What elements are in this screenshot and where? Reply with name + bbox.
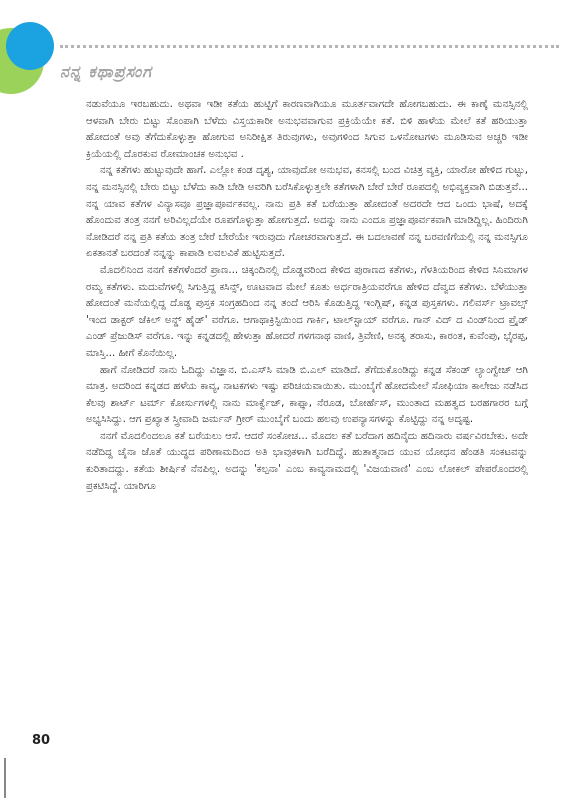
page-number: 80	[32, 733, 51, 748]
paragraph: ನಡುವೆಯೂ ಇರಬಹುದು. ಅಥವಾ ಇಡೀ ಕತೆಯ ಹುಟ್ಟಿಗೆ ಕಾರಣವಾಗಿಯೂ ಮೂರ್ತವಾಗದೇ ಹೋಗಬಹುದು. ಈ ಕಾಣ್ಕೆ ಮನಸ್ಸಿನಲ್ಲಿ ಆಳವಾಗಿ ಬೇರು ಬಿಟ್ಟು ಸೊಂಪಾಗಿ ಬೆಳೆದು ವಿಸ್ತಯಕಾರೀ ಅನುಭವವಾಗುವ ಪ್ರಕ್ರಿಯೆಯೇ ಕತೆ. ಬಿಳಿ ಹಾಳೆಯ ಮೇಲೆ ಕತೆ ಹರಿಯುತ್ತಾ ಹೋದಂತೆ ಅವು ತೆಗೆದುಕೊಳ್ಳುತ್ತಾ ಹೋಗುವ ಅನಿರೀಕ್ಷಿತ ತಿರುವುಗಳು, ಅವುಗಳಿಂದ ಸಿಗುವ ಒಳನೋಟಗಳು ಮೂಡಿಸುವ ಅಚ್ಚರಿ ಇಡೀ ಕ್ರಿಯೆಯಲ್ಲಿ ದೊರಕುವ ರೋಮಾಂಚಕ ಅನುಭವ .	[86, 99, 528, 160]
margin-mark	[4, 758, 6, 798]
section-title: ನನ್ನ ಕಥಾಪ್ರಸಂಗ	[60, 62, 152, 81]
blue-circle-decoration	[6, 22, 54, 70]
body-text	[86, 97, 528, 727]
paragraph: ಮೊದಲಿನಿಂದ ನನಗೆ ಕತೆಗಳೆಂದರೆ ಪ್ರಾಣ... ಚಿಕ್ಕಂದಿನಲ್ಲಿ ದೊಡ್ಡವರಿಂದ ಕೇಳಿದ ಪುರಾಣದ ಕತೆಗಳು, ಗೆಳತಿಯರಿಂದ ಕೇಳಿದ ಸಿನಿಮಾಗಳ ರಮ್ಯ ಕತೆಗಳು. ಮದುವೆಗಳಲ್ಲಿ ಸಿಗುತ್ತಿದ್ದ ಕಸಿನ್ಸ್, ಊಟವಾದ ಮೇಲೆ ಕೂತು ಅರ್ಧರಾತ್ರಿಯವರೆಗೂ ಹೇಳಿದ ದೆವ್ವದ ಕತೆಗಳು. ಬೆಳೆಯುತ್ತಾ ಹೋದಂತೆ ಮನೆಯಲ್ಲಿದ್ದ ದೊಡ್ಡ ಪುಸ್ತಕ ಸಂಗ್ರಹದಿಂದ ನನ್ನ ತಂದೆ ಆರಿಸಿ ಕೊಡುತ್ತಿದ್ದ ಇಂಗ್ಲಿಷ್, ಕನ್ನಡ ಪುಸ್ತಕಗಳು. ಗಲಿವರ್ಸ್ ಟ್ರಾವಲ್ಸ್ 'ಇಂದ ಡಾಕ್ಟರ್ ಜೆಕಿಲ್ ಅನ್ಡ್ ಹೈಡ್' ವರೆಗೂ. ಆಗಾಥಾಕ್ರಿಸ್ಟಿಯಿಂದ ಗಾರ್ಕಿ, ಟಾಲ್‌ಸ್ಟಾಯ್ ವರೆಗೂ. ಗಾನ್ ವಿದ್ ದ ವಿಂಡ್‌ನಿಂದ ಪ್ರೈಡ್ ಎಂಡ್ ಪ್ರೆಜುಡಿಸ್ ವರೆಗೂ. ಇನ್ನು ಕನ್ನಡದಲ್ಲಿ ಹೇಳುತ್ತಾ ಹೋದರೆ ಗಳಗನಾಥ ವಾಣಿ, ತ್ರಿವೇಣಿ, ಅನಕೃ ತರಾಸು, ಕಾರಂತ, ಕುವೆಂಪು, ಭೈರಪ್ಪ, ಮಾಸ್ತಿ... ಹೀಗೆ ಕೊನೆಯಿಲ್ಲ.	[86, 264, 528, 359]
paragraph: ಹಾಗೆ ನೋಡಿದರೆ ನಾನು ಓದಿದ್ದು ವಿಜ್ಞಾನ. ಬಿ.ಎಸ್‌ಸಿ ಮಾಡಿ ಬಿ.ಎಲ್ ಮಾಡಿದೆ. ತೆಗೆದುಕೊಂಡಿದ್ದು ಕನ್ನಡ ಸೆಕಂಡ್ ಲ್ಯಾಂಗ್ವೇಜ್ ಆಗಿ ಮಾತ್ರ. ಅದರಿಂದ ಕನ್ನಡದ ಹಳೆಯ ಕಾವ್ಯ, ನಾಟಕಗಳು ಇಷ್ಟು ಪರಿಚಯವಾಯಿತು. ಮುಂಬೈಗೆ ಹೋದಮೇಲೆ ಸೋಫಿಯಾ ಕಾಲೇಜು ನಡೆಸಿದ ಕೆಲವು ಶಾರ್ಟ್ ಟರ್ಮ್ ಕೋರ್ಸುಗಳಲ್ಲಿ ನಾನು ಮಾರ್ಕ್ವೆಜ್, ಕಾಫ್ಕಾ, ನೆರೂಡ, ಬೋರ್ಹೆಸ್, ಮುಂತಾದ ಮಹತ್ವದ ಬರಹಗಾರರ ಬಗ್ಗೆ ಅಭ್ಯಸಿಸಿದ್ದು. ಆಗ ಪ್ರಖ್ಯಾತ ಸ್ತ್ರೀವಾದಿ ಜರ್ಮನ್ ಗ್ರೀರ್ ಮುಂಬೈಗೆ ಬಂದು ಹಲವು ಉಪನ್ಯಾಸಗಳನ್ನು ಕೊಟ್ಟಿದ್ದು ನನ್ನ ಅದೃಷ್ಟ.	[86, 364, 528, 426]
paragraph: ನನಗೆ ಮೊದಲಿಂದಲೂ ಕತೆ ಬರೆಯಲು ಆಸೆ. ಆದರೆ ಸಂಕೋಚ... ಮೊದಲ ಕತೆ ಬರೆದಾಗ ಹದಿನೈದು ಹದಿನಾರು ವರ್ಷವಿರಬೇಕು. ಅದೇ ನಡೆದಿದ್ದ ಚೈನಾ ಜೊತೆ ಯುದ್ಧದ ಪರಿಣಾಮದಿಂದ ಅತಿ ಭಾವುಕಳಾಗಿ ಬರೆದಿದ್ದೆ. ಹುತಾತ್ಮನಾದ ಯುವ ಯೋಧನ ಹೆಂಡತಿ ಸಂಕಟವನ್ನು ಕುರಿತಾದದ್ದು. ಕತೆಯ ಶೀರ್ಷಿಕೆ ನೆನಪಿಲ್ಲ. ಅದನ್ನು 'ಕಲ್ಪನಾ' ಎಂಬ ಕಾವ್ಯನಾಮದಲ್ಲಿ 'ವಿಜಯವಾಣಿ' ಎಂಬ ಲೋಕಲ್ ಪೇಪರೊಂದರಲ್ಲಿ ಪ್ರಕಟಿಸಿದ್ದೆ. ಯಾರಿಗೂ	[86, 430, 528, 492]
paragraph: ನನ್ನ ಕತೆಗಳು ಹುಟ್ಟುವುದೇ ಹಾಗೆ. ಎಲ್ಲೋ ಕಂಡ ದೃಶ್ಯ, ಯಾವುದೋ ಅನುಭವ, ಕನಸಲ್ಲಿ ಬಂದ ವಿಚಿತ್ರ ವ್ಯಕ್ತಿ, ಯಾರೋ ಹೇಳಿದ ಗುಟ್ಟು, ನನ್ನ ಮನಸ್ಸಿನಲ್ಲಿ ಬೇರು ಬಿಟ್ಟು ಬೆಳೆದು ಕಾಡಿ ಬೇಡಿ ಅವರಿಗಿ ಬರೆಸಿಕೊಳ್ಳುತ್ತಲೇ ಕತೆಗಳಾಗಿ ಬೇರೆ ಬೇರೆ ರೂಪದಲ್ಲಿ ಅಭಿವ್ಯಕ್ತವಾಗಿ ಬಿಡುತ್ತವೆ... ನನ್ನ ಯಾವ ಕತೆಗಳ ವಿನ್ಯಾಸವೂ ಪ್ರಜ್ಞಾಪೂರ್ವಕವಲ್ಲ. ನಾನು ಪ್ರತಿ ಕತೆ ಬರೆಯುತ್ತಾ ಹೋದಂತೆ ಅದರದೇ ಆದ ಒಂದು ಭಾಷೆ, ಅದಕ್ಕೆ ಹೊಂದುವ ತಂತ್ರ ನನಗೆ ಅರಿವಿಲ್ಲದೆಯೇ ರೂಪಗೊಳ್ಳುತ್ತಾ ಹೋಗುತ್ತದೆ. ಅದನ್ನು ನಾನು ಎಂದೂ ಪ್ರಜ್ಞಾಪೂರ್ವಕವಾಗಿ ಮಾಡಿದ್ದಿಲ್ಲ. ಹಿಂದಿರುಗಿ ನೋಡಿದರೆ ನನ್ನ ಪ್ರತಿ ಕತೆಯ ತಂತ್ರ ಬೇರೆ ಬೇರೆಯೇ ಇರುವುದು ಗೋಚರವಾಗುತ್ತದೆ. ಈ ಬದಲಾವಣೆ ನನ್ನ ಬರವಣಿಗೆಯಲ್ಲಿ ನನ್ನ ಮನಸ್ಸಿಗೂ ಏಕತಾನತೆ ಬರದಂತೆ ನನ್ನನ್ನು ಕಾಪಾಡಿ ಲವಲವಿಕೆ ಹುಟ್ಟಿಸುತ್ತದೆ.	[86, 165, 528, 260]
header-dotted-rule	[60, 45, 559, 48]
